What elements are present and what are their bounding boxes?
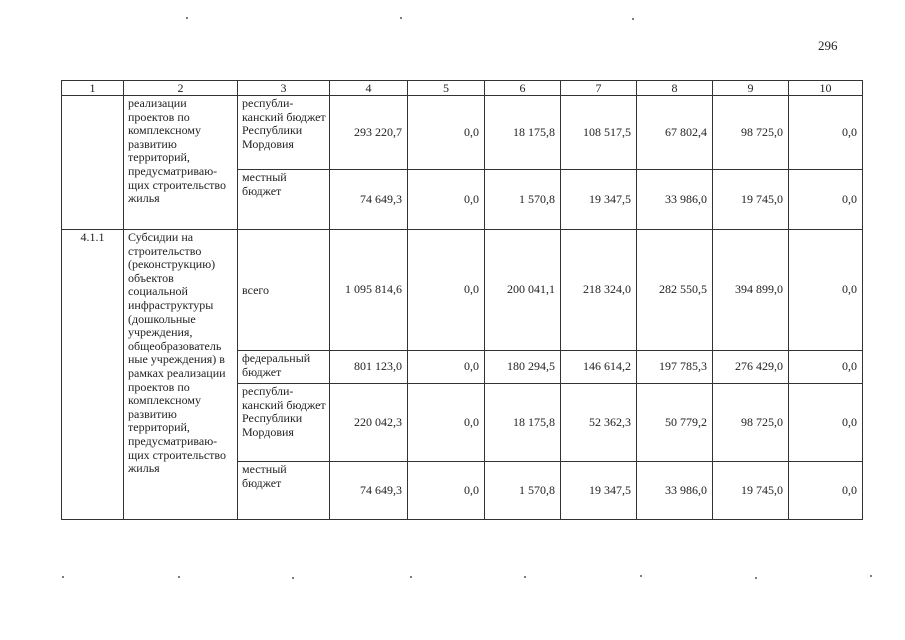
funding-source: местный бюджет (238, 462, 330, 520)
column-header: 2 (124, 81, 238, 96)
value-cell: 50 779,2 (637, 384, 713, 462)
value-cell: 146 614,2 (561, 351, 637, 384)
column-header: 8 (637, 81, 713, 96)
table-row (62, 96, 863, 170)
column-header: 5 (408, 81, 485, 96)
value-cell: 52 362,3 (561, 384, 637, 462)
column-header: 3 (238, 81, 330, 96)
value-cell: 0,0 (789, 462, 863, 520)
scan-speck (62, 576, 64, 578)
value-cell: 0,0 (789, 170, 863, 230)
item-code: 4.1.1 (62, 230, 124, 520)
scan-speck (400, 17, 402, 19)
item-code (62, 96, 124, 230)
value-cell: 19 347,5 (561, 170, 637, 230)
funding-source: всего (238, 230, 330, 351)
funding-source: республи-канский бюджет Республики Мордовия (238, 96, 330, 170)
value-cell: 293 220,7 (330, 96, 408, 170)
value-cell: 98 725,0 (713, 384, 789, 462)
value-cell: 19 745,0 (713, 462, 789, 520)
column-header: 10 (789, 81, 863, 96)
value-cell: 67 802,4 (637, 96, 713, 170)
value-cell: 33 986,0 (637, 170, 713, 230)
value-cell: 0,0 (789, 96, 863, 170)
column-header: 9 (713, 81, 789, 96)
value-cell: 74 649,3 (330, 170, 408, 230)
column-header-row (62, 81, 863, 96)
scan-speck (632, 18, 634, 20)
value-cell: 18 175,8 (485, 96, 561, 170)
scan-speck (186, 17, 188, 19)
value-cell: 19 347,5 (561, 462, 637, 520)
scan-speck (410, 576, 412, 578)
item-description: реализации проектов по комплексному развитию территорий, предусматриваю-щих строительство жилья (124, 96, 238, 230)
scan-speck (178, 576, 180, 578)
value-cell: 180 294,5 (485, 351, 561, 384)
page-number: 296 (818, 38, 838, 53)
value-cell: 0,0 (408, 96, 485, 170)
value-cell: 98 725,0 (713, 96, 789, 170)
value-cell: 18 175,8 (485, 384, 561, 462)
column-header: 4 (330, 81, 408, 96)
scan-speck (292, 577, 294, 579)
value-cell: 0,0 (789, 230, 863, 351)
value-cell: 218 324,0 (561, 230, 637, 351)
scan-speck (640, 575, 642, 577)
scan-speck (524, 576, 526, 578)
value-cell: 1 570,8 (485, 462, 561, 520)
value-cell: 1 095 814,6 (330, 230, 408, 351)
value-cell: 1 570,8 (485, 170, 561, 230)
value-cell: 220 042,3 (330, 384, 408, 462)
column-header: 7 (561, 81, 637, 96)
column-header: 1 (62, 81, 124, 96)
funding-source: республи-канский бюджет Республики Мордовия (238, 384, 330, 462)
funding-source: местный бюджет (238, 170, 330, 230)
value-cell: 0,0 (408, 384, 485, 462)
value-cell: 0,0 (408, 230, 485, 351)
value-cell: 0,0 (789, 384, 863, 462)
value-cell: 394 899,0 (713, 230, 789, 351)
value-cell: 108 517,5 (561, 96, 637, 170)
value-cell: 276 429,0 (713, 351, 789, 384)
value-cell: 801 123,0 (330, 351, 408, 384)
value-cell: 197 785,3 (637, 351, 713, 384)
scan-speck (755, 577, 757, 579)
value-cell: 74 649,3 (330, 462, 408, 520)
item-description: Субсидии на строительство (реконструкцию) объектов социальной инфраструктуры (дошкольные учреждения, общеобразователь ные учреждения) в рамках реализации проектов по комплексному развитию территорий, предусматриваю-щих строительство жилья (124, 230, 238, 520)
value-cell: 33 986,0 (637, 462, 713, 520)
value-cell: 19 745,0 (713, 170, 789, 230)
value-cell: 282 550,5 (637, 230, 713, 351)
value-cell: 0,0 (789, 351, 863, 384)
value-cell: 0,0 (408, 462, 485, 520)
value-cell: 200 041,1 (485, 230, 561, 351)
table-row (62, 230, 863, 351)
scan-speck (870, 575, 872, 577)
value-cell: 0,0 (408, 170, 485, 230)
column-header: 6 (485, 81, 561, 96)
value-cell: 0,0 (408, 351, 485, 384)
funding-source: федеральный бюджет (238, 351, 330, 384)
budget-table (61, 80, 863, 520)
